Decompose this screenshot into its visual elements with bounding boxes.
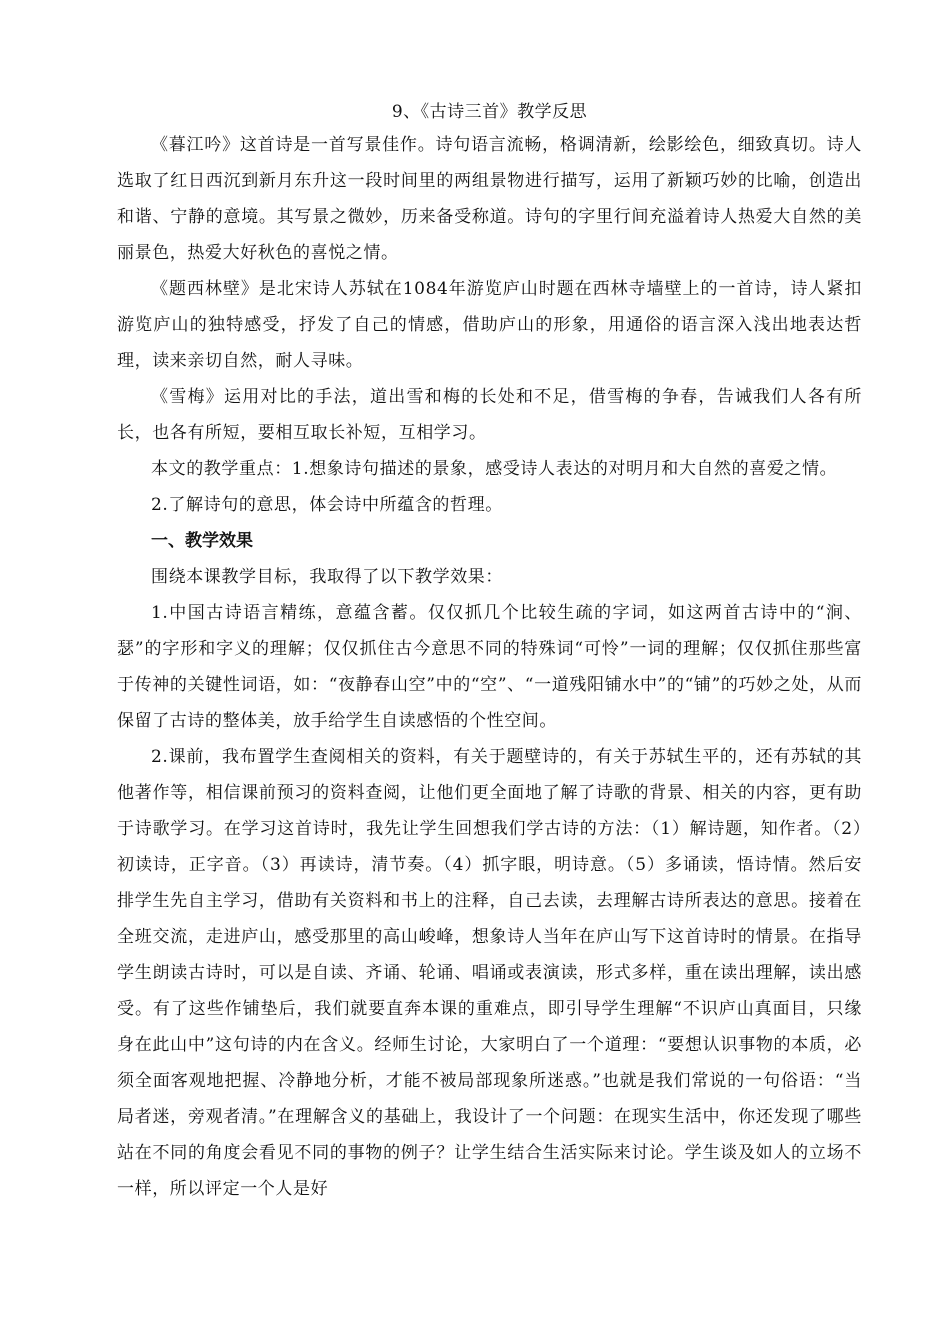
paragraph-teaching-focus-2: 2.了解诗句的意思，体会诗中所蕴含的哲理。 xyxy=(151,495,503,515)
section-heading-teaching-effect: 一、教学效果 xyxy=(151,531,253,551)
paragraph-effect-2: 2.课前，我布置学生查阅相关的资料，有关于题壁诗的，有关于苏轼生平的，还有苏轼的其他著作等，相信课前预习的资料查阅，让他们更全面地了解了诗歌的背景、相关的内容，更有助于诗歌学习。在学习这首诗时，我先让学生回想我们学古诗的方法：（1）解诗题，知作者。（2）初读诗，正字音。（3）再读诗，清节奏。（4）抓字眼，明诗意。（5）多诵读，悟诗情。然后安排学生先自主学习，借助有关资料和书上的注释，自己去读，去理解古诗所表达的意思。接着在全班交流，走进庐山，感受那里的高山峻峰，想象诗人当年在庐山写下这首诗时的情景。在指导学生朗读古诗时，可以是自读、齐诵、轮诵、唱诵或表演读，形式多样，重在读出理解，读出感受。有了这些作铺垫后，我们就要直奔本课的重难点，即引导学生理解“不识庐山真面目，只缘身在此山中”这句诗的内在含义。经师生讨论，大家明白了一个道理：“要想认识事物的本质，必须全面客观地把握、冷静地分析，才能不被局部现象所迷惑。”也就是我们常说的一句俗语：“当局者迷，旁观者清。”在理解含义的基础上，我设计了一个问题：在现实生活中，你还发现了哪些站在不同的角度会看见不同的事物的例子？让学生结合生活实际来讨论。学生谈及如人的立场不一样，所以评定一个人是好 xyxy=(117,747,862,1199)
paragraph-effect-intro: 围绕本课教学目标，我取得了以下教学效果： xyxy=(151,567,503,587)
paragraph-teaching-focus-1: 本文的教学重点：1.想象诗句描述的景象，感受诗人表达的对明月和大自然的喜爱之情。 xyxy=(151,459,838,479)
paragraph-tixilinbi: 《题西林壁》是北宋诗人苏轼在1084年游览庐山时题在西林寺墙壁上的一首诗，诗人紧扣游览庐山的独特感受，抒发了自己的情感，借助庐山的形象，用通俗的语言深入浅出地表达哲理，读来亲切自然，耐人寻味。 xyxy=(117,279,862,371)
document-body xyxy=(117,98,862,1207)
paragraph-xuemei: 《雪梅》运用对比的手法，道出雪和梅的长处和不足，借雪梅的争春，告诫我们人各有所长，也各有所短，要相互取长补短，互相学习。 xyxy=(117,387,862,443)
document-title: 9、《古诗三首》教学反思 xyxy=(391,102,588,122)
paragraph-mujiangyin: 《暮江吟》这首诗是一首写景佳作。诗句语言流畅，格调清新，绘影绘色，细致真切。诗人选取了红日西沉到新月东升这一段时间里的两组景物进行描写，运用了新颖巧妙的比喻，创造出和谐、宁静的意境。其写景之微妙，历来备受称道。诗句的字里行间充溢着诗人热爱大自然的美丽景色，热爱大好秋色的喜悦之情。 xyxy=(117,135,862,263)
paragraph-effect-1: 1.中国古诗语言精练，意蕴含蓄。仅仅抓几个比较生疏的字词，如这两首古诗中的“涧、瑟”的字形和字义的理解；仅仅抓住古今意思不同的特殊词“可怜”一词的理解；仅仅抓住那些富于传神的关键性词语，如：“夜静春山空”中的“空”、“一道残阳铺水中”的“铺”的巧妙之处，从而保留了古诗的整体美，放手给学生自读感悟的个性空间。 xyxy=(117,603,862,731)
